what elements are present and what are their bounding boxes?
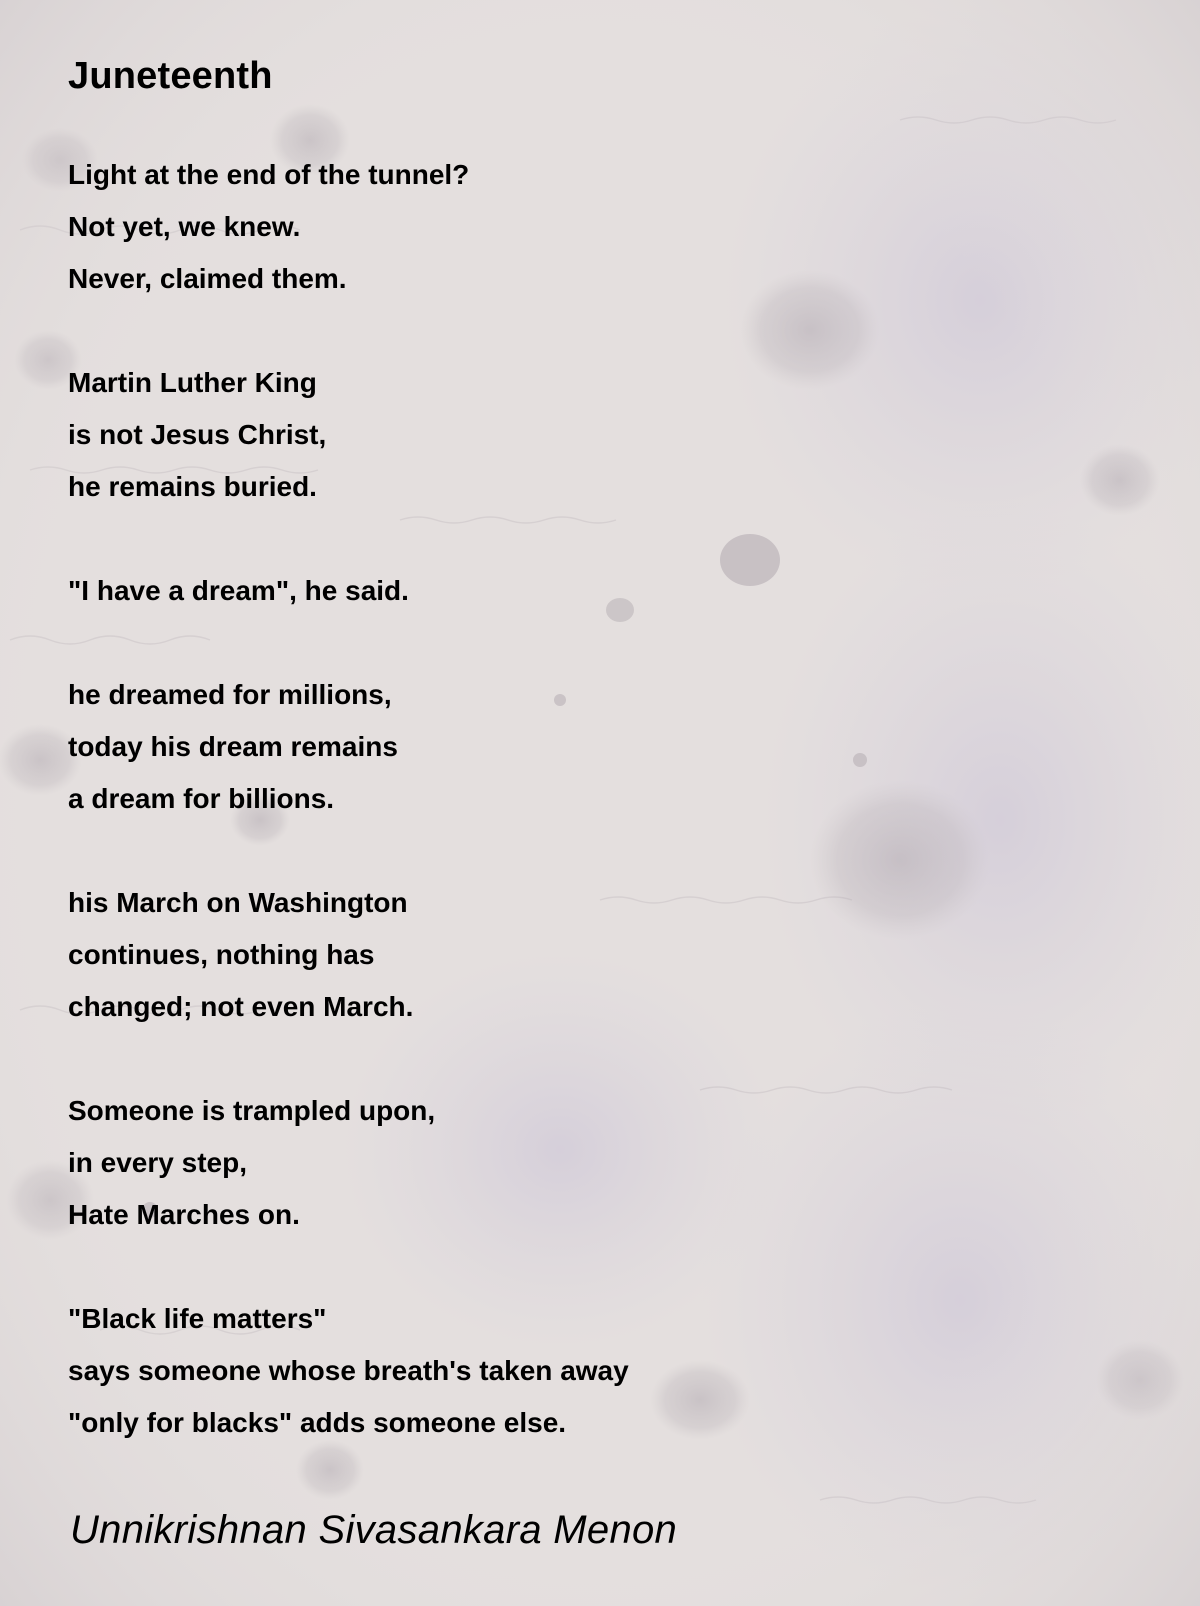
stanza: [68, 877, 968, 1033]
poem-line: he remains buried.: [68, 471, 317, 502]
poem-line: a dream for billions.: [68, 783, 335, 814]
poem-line: Light at the end of the tunnel?: [68, 159, 470, 190]
stanza: [68, 1293, 968, 1449]
poem-author: Unnikrishnan Sivasankara Menon: [70, 1508, 678, 1552]
poem-line: is not Jesus Christ,: [68, 419, 327, 450]
poem-line: in every step,: [68, 1147, 247, 1178]
poem-title: Juneteenth: [68, 55, 273, 97]
poem-line: continues, nothing has: [68, 939, 375, 970]
poem-line: Hate Marches on.: [68, 1199, 300, 1230]
poem-line: changed; not even March.: [68, 991, 414, 1022]
stanza: [68, 669, 968, 825]
poem-line: he dreamed for millions,: [68, 679, 392, 710]
stanza: [68, 357, 968, 513]
stanza: [68, 565, 968, 617]
poem-line: his March on Washington: [68, 887, 408, 918]
stanza: [68, 1085, 968, 1241]
poem-line: Martin Luther King: [68, 367, 317, 398]
poem-line: Someone is trampled upon,: [68, 1095, 436, 1126]
poem-line: Not yet, we knew.: [68, 211, 301, 242]
poem-line: Never, claimed them.: [68, 263, 347, 294]
poem-line: says someone whose breath's taken away: [68, 1355, 629, 1386]
poem-line: "only for blacks" adds someone else.: [68, 1407, 567, 1438]
poem-line: "I have a dream", he said.: [68, 575, 409, 606]
poem-line: "Black life matters": [68, 1303, 327, 1334]
poem-body: [68, 149, 968, 1501]
poem-line: today his dream remains: [68, 731, 398, 762]
stanza: [68, 149, 968, 305]
